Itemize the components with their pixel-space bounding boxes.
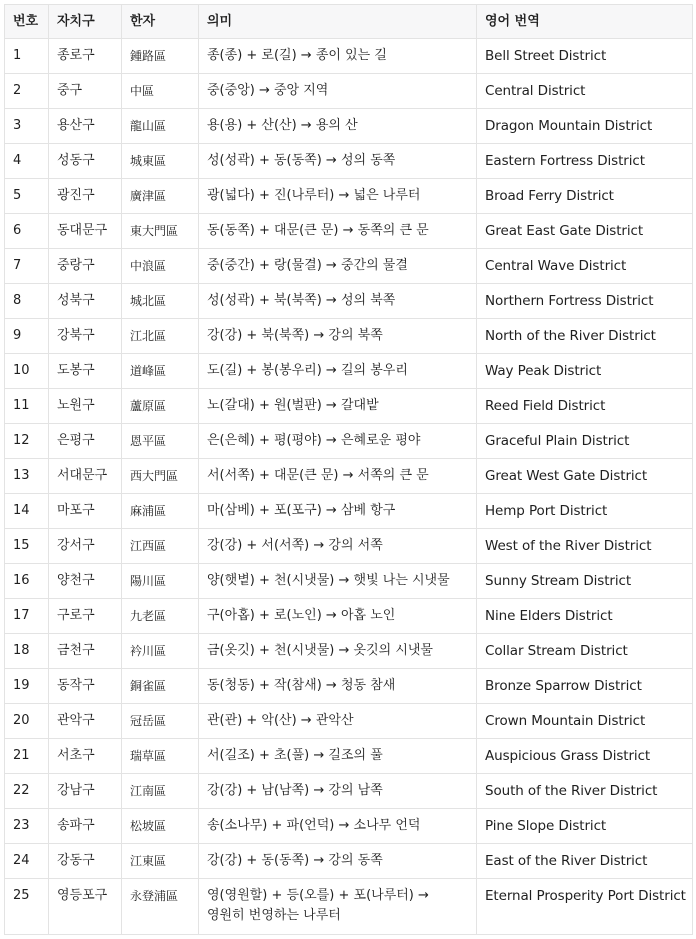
cell-english: Bronze Sparrow District: [477, 669, 693, 704]
table-row: [5, 389, 693, 424]
cell-number: 3: [5, 109, 49, 144]
cell-number: 15: [5, 529, 49, 564]
cell-district: 금천구: [49, 634, 122, 669]
table-row: [5, 774, 693, 809]
cell-number: 7: [5, 249, 49, 284]
cell-hanja: 衿川區: [122, 634, 199, 669]
cell-meaning: 종(종) + 로(길) → 종이 있는 길: [199, 39, 477, 74]
cell-english: South of the River District: [477, 774, 693, 809]
cell-english: Reed Field District: [477, 389, 693, 424]
cell-district: 동대문구: [49, 214, 122, 249]
cell-district: 강동구: [49, 844, 122, 879]
cell-number: 14: [5, 494, 49, 529]
cell-district: 마포구: [49, 494, 122, 529]
cell-number: 8: [5, 284, 49, 319]
cell-district: 종로구: [49, 39, 122, 74]
cell-meaning: 중(중간) + 랑(물결) → 중간의 물결: [199, 249, 477, 284]
cell-hanja: 永登浦區: [122, 879, 199, 935]
cell-hanja: 瑞草區: [122, 739, 199, 774]
table-row: [5, 809, 693, 844]
cell-hanja: 東大門區: [122, 214, 199, 249]
table-row: [5, 739, 693, 774]
cell-number: 25: [5, 879, 49, 935]
table-row: [5, 599, 693, 634]
cell-district: 영등포구: [49, 879, 122, 935]
cell-meaning: 성(성곽) + 북(북쪽) → 성의 북쪽: [199, 284, 477, 319]
cell-hanja: 城北區: [122, 284, 199, 319]
table-header: [5, 5, 693, 39]
cell-district: 서대문구: [49, 459, 122, 494]
cell-meaning: 마(삼베) + 포(포구) → 삼베 항구: [199, 494, 477, 529]
cell-english: Sunny Stream District: [477, 564, 693, 599]
cell-english: North of the River District: [477, 319, 693, 354]
cell-meaning: 양(햇볕) + 천(시냇물) → 햇빛 나는 시냇물: [199, 564, 477, 599]
cell-number: 16: [5, 564, 49, 599]
seoul-districts-table: [4, 4, 693, 935]
cell-district: 송파구: [49, 809, 122, 844]
cell-district: 은평구: [49, 424, 122, 459]
table-row: [5, 319, 693, 354]
header-english: 영어 번역: [477, 5, 693, 39]
cell-meaning: 강(강) + 북(북쪽) → 강의 북쪽: [199, 319, 477, 354]
cell-hanja: 恩平區: [122, 424, 199, 459]
table-row: [5, 39, 693, 74]
table-row: [5, 424, 693, 459]
cell-number: 6: [5, 214, 49, 249]
cell-meaning: 동(청동) + 작(참새) → 청동 참새: [199, 669, 477, 704]
cell-english: Great West Gate District: [477, 459, 693, 494]
cell-number: 24: [5, 844, 49, 879]
cell-english: Crown Mountain District: [477, 704, 693, 739]
cell-hanja: 中區: [122, 74, 199, 109]
cell-english: Bell Street District: [477, 39, 693, 74]
table-row: [5, 214, 693, 249]
cell-english: West of the River District: [477, 529, 693, 564]
cell-district: 강북구: [49, 319, 122, 354]
cell-english: Central Wave District: [477, 249, 693, 284]
cell-meaning: 성(성곽) + 동(동쪽) → 성의 동쪽: [199, 144, 477, 179]
table-body: [5, 39, 693, 935]
table-row: [5, 284, 693, 319]
cell-number: 22: [5, 774, 49, 809]
district-table-container: [4, 4, 692, 935]
cell-english: Central District: [477, 74, 693, 109]
table-row: [5, 704, 693, 739]
cell-english: Eternal Prosperity Port District: [477, 879, 693, 935]
cell-number: 9: [5, 319, 49, 354]
cell-district: 노원구: [49, 389, 122, 424]
cell-number: 17: [5, 599, 49, 634]
cell-district: 중구: [49, 74, 122, 109]
cell-hanja: 銅雀區: [122, 669, 199, 704]
cell-district: 중랑구: [49, 249, 122, 284]
table-row: [5, 459, 693, 494]
cell-number: 19: [5, 669, 49, 704]
cell-district: 성북구: [49, 284, 122, 319]
cell-english: Dragon Mountain District: [477, 109, 693, 144]
table-row: [5, 634, 693, 669]
cell-hanja: 麻浦區: [122, 494, 199, 529]
cell-district: 관악구: [49, 704, 122, 739]
header-hanja: 한자: [122, 5, 199, 39]
cell-meaning: 송(소나무) + 파(언덕) → 소나무 언덕: [199, 809, 477, 844]
cell-meaning: 영(영원할) + 등(오를) + 포(나루터) → 영원히 번영하는 나루터: [199, 879, 477, 935]
cell-english: Hemp Port District: [477, 494, 693, 529]
cell-english: Graceful Plain District: [477, 424, 693, 459]
table-row: [5, 249, 693, 284]
cell-hanja: 廣津區: [122, 179, 199, 214]
cell-hanja: 龍山區: [122, 109, 199, 144]
cell-meaning: 강(강) + 서(서쪽) → 강의 서쪽: [199, 529, 477, 564]
header-district: 자치구: [49, 5, 122, 39]
cell-meaning: 은(은혜) + 평(평야) → 은혜로운 평야: [199, 424, 477, 459]
table-row: [5, 354, 693, 389]
cell-meaning: 동(동쪽) + 대문(큰 문) → 동쪽의 큰 문: [199, 214, 477, 249]
cell-number: 1: [5, 39, 49, 74]
cell-meaning: 강(강) + 동(동쪽) → 강의 동쪽: [199, 844, 477, 879]
cell-district: 구로구: [49, 599, 122, 634]
table-row: [5, 144, 693, 179]
cell-district: 강남구: [49, 774, 122, 809]
cell-english: East of the River District: [477, 844, 693, 879]
table-row: [5, 74, 693, 109]
cell-english: Nine Elders District: [477, 599, 693, 634]
cell-hanja: 城東區: [122, 144, 199, 179]
cell-hanja: 九老區: [122, 599, 199, 634]
cell-hanja: 道峰區: [122, 354, 199, 389]
table-row: [5, 564, 693, 599]
cell-district: 광진구: [49, 179, 122, 214]
cell-number: 10: [5, 354, 49, 389]
table-row: [5, 879, 693, 935]
cell-number: 21: [5, 739, 49, 774]
cell-district: 동작구: [49, 669, 122, 704]
cell-meaning: 노(갈대) + 원(벌판) → 갈대밭: [199, 389, 477, 424]
cell-meaning: 중(중앙) → 중앙 지역: [199, 74, 477, 109]
header-meaning: 의미: [199, 5, 477, 39]
table-row: [5, 844, 693, 879]
cell-meaning: 용(용) + 산(산) → 용의 산: [199, 109, 477, 144]
cell-hanja: 江西區: [122, 529, 199, 564]
table-row: [5, 109, 693, 144]
cell-number: 12: [5, 424, 49, 459]
cell-hanja: 西大門區: [122, 459, 199, 494]
cell-english: Pine Slope District: [477, 809, 693, 844]
table-row: [5, 179, 693, 214]
cell-english: Collar Stream District: [477, 634, 693, 669]
cell-hanja: 冠岳區: [122, 704, 199, 739]
table-row: [5, 669, 693, 704]
cell-number: 2: [5, 74, 49, 109]
cell-district: 성동구: [49, 144, 122, 179]
cell-district: 도봉구: [49, 354, 122, 389]
cell-hanja: 蘆原區: [122, 389, 199, 424]
cell-meaning: 서(서쪽) + 대문(큰 문) → 서쪽의 큰 문: [199, 459, 477, 494]
cell-english: Northern Fortress District: [477, 284, 693, 319]
cell-english: Great East Gate District: [477, 214, 693, 249]
cell-district: 서초구: [49, 739, 122, 774]
cell-hanja: 陽川區: [122, 564, 199, 599]
table-row: [5, 494, 693, 529]
cell-meaning: 구(아홉) + 로(노인) → 아홉 노인: [199, 599, 477, 634]
cell-district: 용산구: [49, 109, 122, 144]
cell-meaning: 광(넓다) + 진(나루터) → 넓은 나루터: [199, 179, 477, 214]
table-row: [5, 529, 693, 564]
cell-hanja: 松坡區: [122, 809, 199, 844]
cell-meaning: 도(길) + 봉(봉우리) → 길의 봉우리: [199, 354, 477, 389]
cell-number: 23: [5, 809, 49, 844]
cell-english: Broad Ferry District: [477, 179, 693, 214]
cell-english: Auspicious Grass District: [477, 739, 693, 774]
cell-hanja: 江東區: [122, 844, 199, 879]
cell-number: 18: [5, 634, 49, 669]
cell-meaning: 강(강) + 남(남쪽) → 강의 남쪽: [199, 774, 477, 809]
cell-number: 20: [5, 704, 49, 739]
cell-number: 4: [5, 144, 49, 179]
cell-english: Way Peak District: [477, 354, 693, 389]
cell-meaning: 관(관) + 악(산) → 관악산: [199, 704, 477, 739]
cell-hanja: 江北區: [122, 319, 199, 354]
cell-number: 11: [5, 389, 49, 424]
cell-meaning: 서(길조) + 초(풀) → 길조의 풀: [199, 739, 477, 774]
cell-meaning: 금(옷깃) + 천(시냇물) → 옷깃의 시냇물: [199, 634, 477, 669]
cell-district: 강서구: [49, 529, 122, 564]
cell-english: Eastern Fortress District: [477, 144, 693, 179]
cell-hanja: 中浪區: [122, 249, 199, 284]
cell-hanja: 江南區: [122, 774, 199, 809]
cell-district: 양천구: [49, 564, 122, 599]
header-number: 번호: [5, 5, 49, 39]
cell-number: 5: [5, 179, 49, 214]
cell-hanja: 鍾路區: [122, 39, 199, 74]
header-row: [5, 5, 693, 39]
cell-number: 13: [5, 459, 49, 494]
